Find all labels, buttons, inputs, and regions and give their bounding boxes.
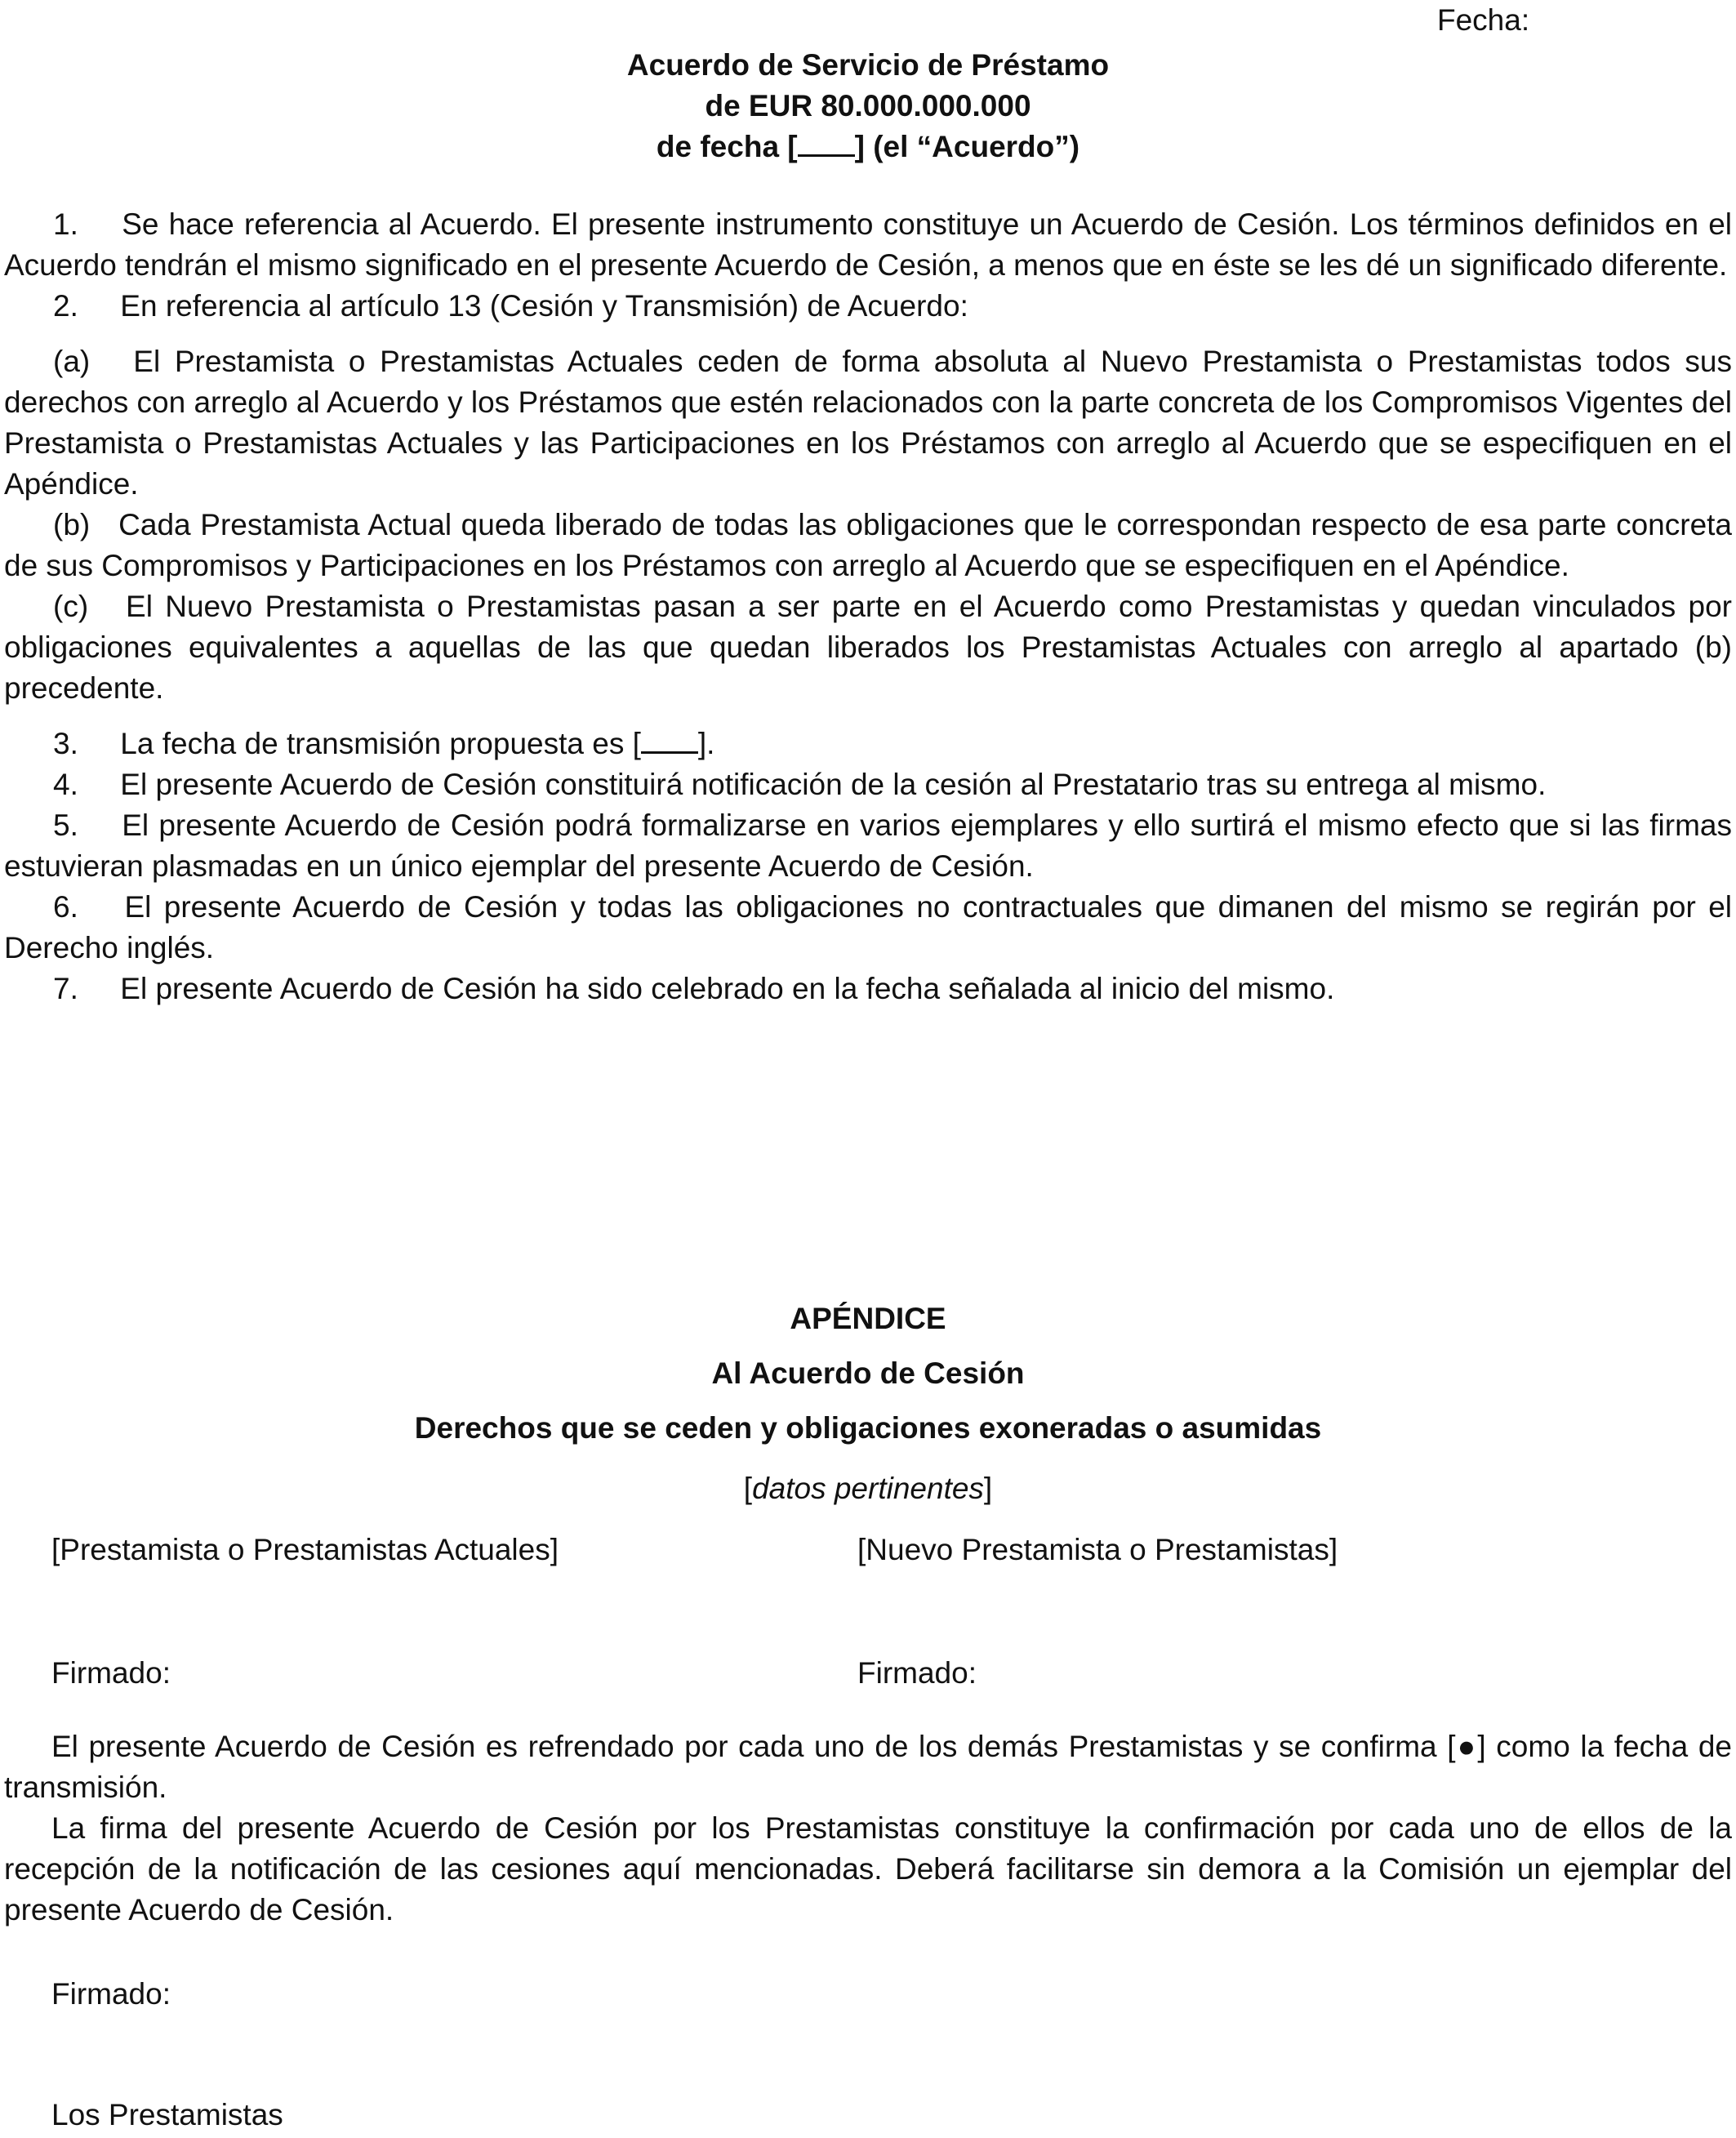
signed-label-right: Firmado: (857, 1656, 977, 1690)
countersign-paragraph: El presente Acuerdo de Cesión es refrendado por cada uno de los demás Prestamistas y se confirma [●] como la fecha de transmisión. La firma del presente Acuerdo de Cesión por los Prestamistas constituye la confirmación por cada uno de ellos de la recepción de la notificación de las cesiones aquí mencionadas. Deberá facilitarse sin demora a la Comisión un ejemplar del presente Acuerdo de Cesión. (4, 1730, 1732, 1926)
clause-6: 6. El presente Acuerdo de Cesión y todas las obligaciones no contractuales que dimanen del mismo se regirán por el Derecho inglés. (4, 890, 1732, 964)
title-line-3: de fecha [ ] (el “Acuerdo”) (656, 130, 1080, 163)
clause-7: 7. El presente Acuerdo de Cesión ha sido celebrado en la fecha señalada al inicio del mismo. (53, 972, 1335, 1005)
clause-2: 2. En referencia al artículo 13 (Cesión y Transmisión) de Acuerdo: (53, 289, 968, 323)
existing-lenders-label: [Prestamista o Prestamistas Actuales] (51, 1533, 559, 1566)
clause-1: 1. Se hace referencia al Acuerdo. El presente instrumento constituye un Acuerdo de Cesión. Los términos definidos en el Acuerdo tendrán el mismo significado en el presente Acuerdo de Cesión, a menos que en éste se les dé un significado diferente. (4, 207, 1732, 282)
clause-2b: (b) Cada Prestamista Actual queda liberado de todas las obligaciones que le correspondan respecto de esa parte concreta de sus Compromisos y Participaciones en los Préstamos con arreglo al Acuerdo que se especifiquen en el Apéndice. (4, 508, 1733, 582)
appendix-subheading: Al Acuerdo de Cesión (711, 1356, 1025, 1390)
appendix-heading: APÉNDICE (790, 1302, 946, 1335)
date-blank (798, 154, 855, 157)
lenders-label: Los Prestamistas (51, 2098, 283, 2131)
document-title (0, 45, 1736, 167)
transfer-date-blank (641, 751, 698, 754)
clause-2a: (a) El Prestamista o Prestamistas Actuales ceden de forma absoluta al Nuevo Prestamista o Prestamistas todos sus derechos con arreglo al Acuerdo y los Préstamos que estén relacionados con la parte concreta de los Compromisos Vigentes del Prestamista o Prestamistas Actuales y las Participaciones en los Préstamos con arreglo al Acuerdo que se especifiquen en el Apéndice. (4, 345, 1733, 501)
title-line-1: Acuerdo de Servicio de Préstamo (626, 48, 1110, 82)
date-label: Fecha: (1437, 3, 1530, 37)
appendix-details: [datos pertinentes] (743, 1472, 993, 1505)
clause-5: 5. El presente Acuerdo de Cesión podrá formalizarse en varios ejemplares y ello surtirá el mismo efecto que si las firmas estuvieran plasmadas en un único ejemplar del presente Acuerdo de Cesión. (4, 808, 1733, 883)
signed-label-lenders: Firmado: (51, 1977, 171, 2011)
signed-label-left: Firmado: (51, 1656, 171, 1690)
clause-4: 4. El presente Acuerdo de Cesión constituirá notificación de la cesión al Prestatario tras su entrega al mismo. (53, 768, 1547, 801)
appendix-description: Derechos que se ceden y obligaciones exoneradas o asumidas (414, 1411, 1322, 1445)
new-lender-label: [Nuevo Prestamista o Prestamistas] (857, 1533, 1338, 1566)
clauses (4, 204, 1732, 1009)
clause-3: 3. La fecha de transmisión propuesta es [ ]. (53, 727, 715, 760)
clause-2c: (c) El Nuevo Prestamista o Prestamistas pasan a ser parte en el Acuerdo como Prestamistas y quedan vinculados por obligaciones equivalentes a aquellas de las que quedan liberados los Prestamistas Actuales con arreglo al apartado (b) precedente. (4, 590, 1732, 705)
title-line-2: de EUR 80.000.000.000 (705, 89, 1031, 122)
